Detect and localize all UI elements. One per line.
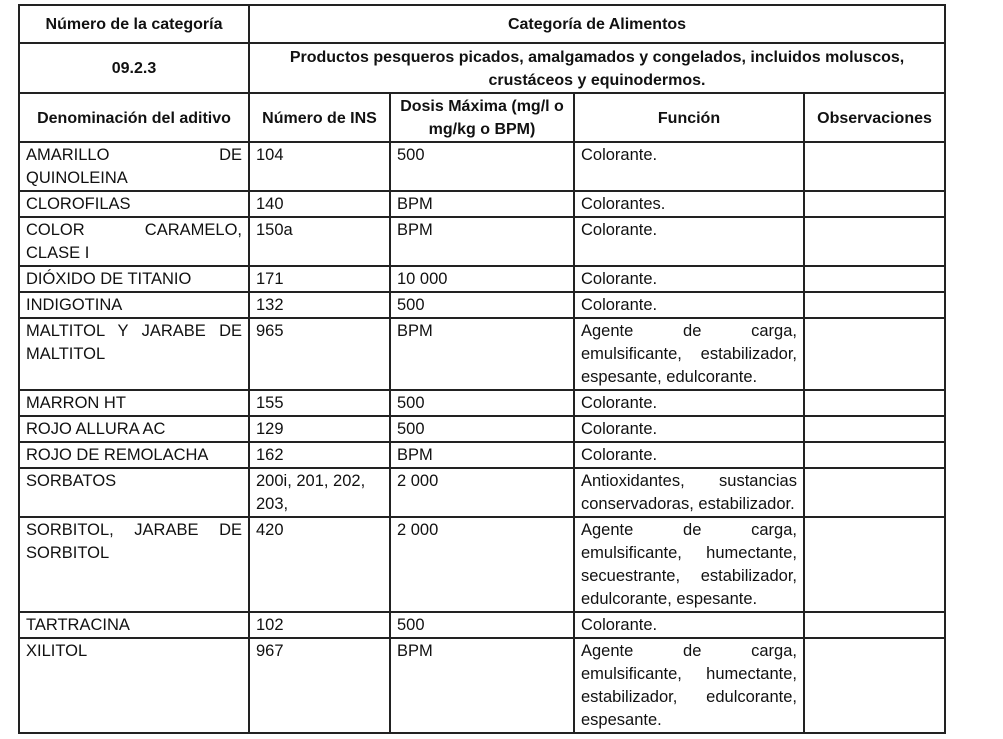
table-row <box>19 318 945 390</box>
observations <box>804 318 945 390</box>
function: Colorante. <box>574 142 804 191</box>
additive-name: SORBITOL, JARABE DE SORBITOL <box>19 517 249 612</box>
additive-name: ROJO DE REMOLACHA <box>19 442 249 468</box>
table-row <box>19 292 945 318</box>
food-category-label: Categoría de Alimentos <box>249 5 945 43</box>
max-dose: BPM <box>390 191 574 217</box>
additive-name: INDIGOTINA <box>19 292 249 318</box>
function: Colorante. <box>574 416 804 442</box>
category-value-row <box>19 43 945 93</box>
function: Agente de carga, emulsificante, estabilizador, espesante, edulcorante. <box>574 318 804 390</box>
table-row <box>19 638 945 733</box>
function: Colorante. <box>574 266 804 292</box>
max-dose: 500 <box>390 292 574 318</box>
ins-number: 104 <box>249 142 390 191</box>
additive-name: COLOR CARAMELO, CLASE I <box>19 217 249 266</box>
table-row <box>19 416 945 442</box>
observations <box>804 517 945 612</box>
additive-name: SORBATOS <box>19 468 249 517</box>
ins-number: 965 <box>249 318 390 390</box>
column-header-row <box>19 93 945 142</box>
function: Agente de carga, emulsificante, humectante, estabilizador, edulcorante, espesante. <box>574 638 804 733</box>
column-header-function: Función <box>574 93 804 142</box>
table-row <box>19 612 945 638</box>
function: Colorante. <box>574 390 804 416</box>
additive-name: TARTRACINA <box>19 612 249 638</box>
observations <box>804 442 945 468</box>
max-dose: 500 <box>390 612 574 638</box>
observations <box>804 266 945 292</box>
column-header-dose: Dosis Máxima (mg/l o mg/kg o BPM) <box>390 93 574 142</box>
ins-number: 200i, 201, 202, 203, <box>249 468 390 517</box>
ins-number: 140 <box>249 191 390 217</box>
observations <box>804 612 945 638</box>
table-row <box>19 217 945 266</box>
table-row <box>19 191 945 217</box>
observations <box>804 142 945 191</box>
max-dose: 2 000 <box>390 517 574 612</box>
ins-number: 967 <box>249 638 390 733</box>
ins-number: 420 <box>249 517 390 612</box>
category-description: Productos pesqueros picados, amalgamados y congelados, incluidos moluscos, crustáceos y equinodermos. <box>249 43 945 93</box>
max-dose: 500 <box>390 142 574 191</box>
function: Antioxidantes, sustancias conservadoras, estabilizador. <box>574 468 804 517</box>
max-dose: 10 000 <box>390 266 574 292</box>
ins-number: 162 <box>249 442 390 468</box>
table-row <box>19 266 945 292</box>
ins-number: 150a <box>249 217 390 266</box>
category-header-row <box>19 5 945 43</box>
observations <box>804 416 945 442</box>
additive-name: XILITOL <box>19 638 249 733</box>
ins-number: 132 <box>249 292 390 318</box>
observations <box>804 638 945 733</box>
ins-number: 171 <box>249 266 390 292</box>
max-dose: BPM <box>390 638 574 733</box>
category-number: 09.2.3 <box>19 43 249 93</box>
observations <box>804 390 945 416</box>
max-dose: 2 000 <box>390 468 574 517</box>
column-header-name: Denominación del aditivo <box>19 93 249 142</box>
function: Colorante. <box>574 292 804 318</box>
additive-name: MARRON HT <box>19 390 249 416</box>
table-row <box>19 142 945 191</box>
table-row <box>19 517 945 612</box>
ins-number: 155 <box>249 390 390 416</box>
function: Colorante. <box>574 217 804 266</box>
additive-name: CLOROFILAS <box>19 191 249 217</box>
observations <box>804 292 945 318</box>
additive-name: AMARILLO DE QUINOLEINA <box>19 142 249 191</box>
additives-table <box>18 4 946 734</box>
function: Agente de carga, emulsificante, humectante, secuestrante, estabilizador, edulcorante, espesante. <box>574 517 804 612</box>
table-row <box>19 442 945 468</box>
function: Colorante. <box>574 612 804 638</box>
function: Colorantes. <box>574 191 804 217</box>
additive-name: MALTITOL Y JARABE DE MALTITOL <box>19 318 249 390</box>
ins-number: 102 <box>249 612 390 638</box>
table-row <box>19 468 945 517</box>
ins-number: 129 <box>249 416 390 442</box>
max-dose: 500 <box>390 416 574 442</box>
observations <box>804 191 945 217</box>
category-number-label: Número de la categoría <box>19 5 249 43</box>
function: Colorante. <box>574 442 804 468</box>
table-row <box>19 390 945 416</box>
additive-name: DIÓXIDO DE TITANIO <box>19 266 249 292</box>
max-dose: BPM <box>390 217 574 266</box>
max-dose: BPM <box>390 318 574 390</box>
max-dose: 500 <box>390 390 574 416</box>
additive-name: ROJO ALLURA AC <box>19 416 249 442</box>
observations <box>804 468 945 517</box>
column-header-observations: Observaciones <box>804 93 945 142</box>
column-header-ins: Número de INS <box>249 93 390 142</box>
observations <box>804 217 945 266</box>
max-dose: BPM <box>390 442 574 468</box>
